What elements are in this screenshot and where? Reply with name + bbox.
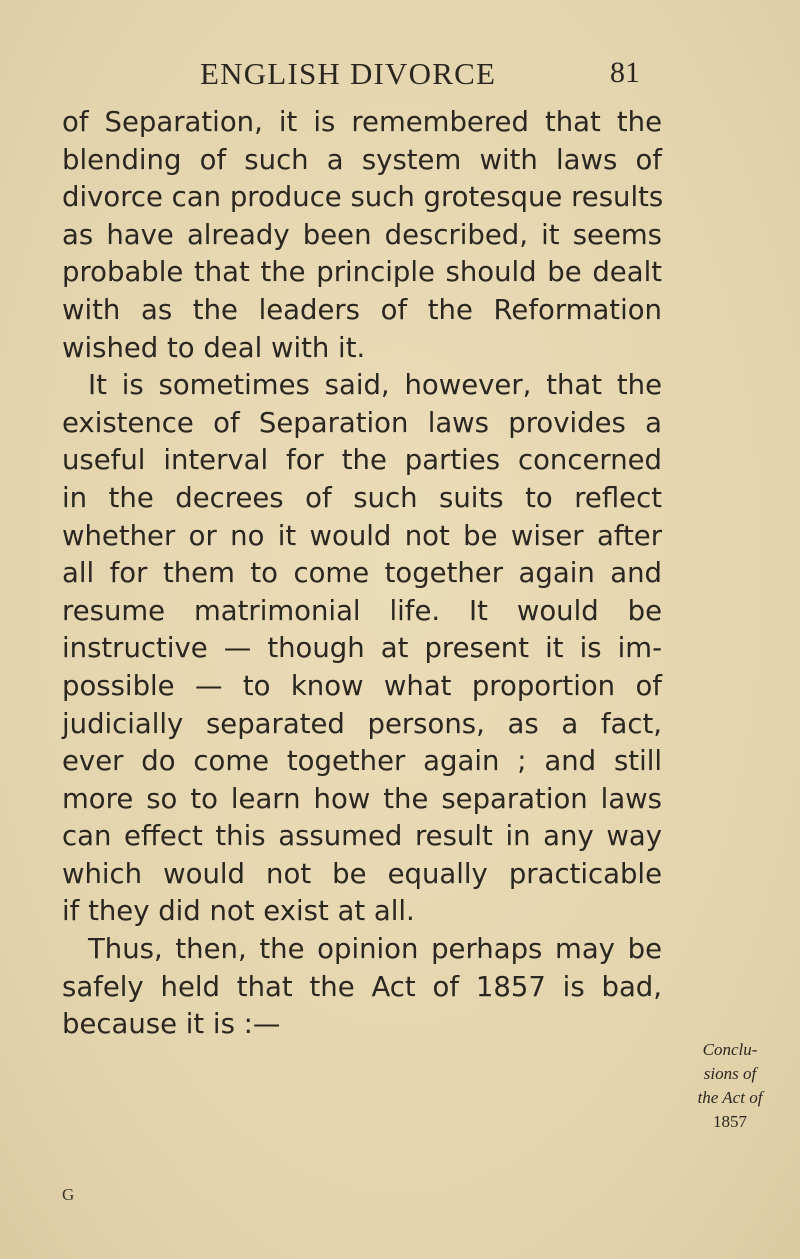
text-line: judicially separated persons, as a fact, <box>62 707 662 740</box>
text-line: can effect this assumed result in any way <box>62 820 662 853</box>
page-number: 81 <box>610 56 640 89</box>
text-line: ever do come together again ; and still <box>62 745 662 778</box>
text-line: possible — to know what proportion of <box>62 669 662 702</box>
text-line: safely held that the Act of 1857 is bad, <box>62 970 662 1003</box>
text-line: which would not be equally practicable <box>62 857 662 890</box>
margin-note <box>665 1038 795 1134</box>
text-line: divorce can produce such grotesque results <box>62 181 664 214</box>
text-line: all for them to come together again and <box>62 557 662 590</box>
text-line: useful interval for the parties concerned <box>62 444 662 477</box>
text-line: probable that the principle should be dealt <box>62 256 662 289</box>
text-line: It is sometimes said, however, that the <box>88 369 662 402</box>
text-line: blending of such a system with laws of <box>62 143 662 176</box>
text-line: resume matrimonial life. It would be <box>62 594 662 627</box>
page-header <box>200 56 640 102</box>
running-title: ENGLISH DIVORCE <box>200 56 497 91</box>
text-line: Thus, then, the opinion perhaps may be <box>88 933 662 966</box>
text-line: whether or no it would not be wiser after <box>62 519 662 552</box>
text-line: instructive — though at present it is im- <box>62 632 662 665</box>
text-line: in the decrees of such suits to reflect <box>62 481 662 514</box>
margin-note-line: Conclu- <box>702 1040 758 1059</box>
margin-note-line: sions of <box>703 1064 757 1083</box>
text-line: as have already been described, it seems <box>62 218 662 251</box>
text-line: existence of Separation laws provides a <box>62 406 662 439</box>
text-line: if they did not exist at all. <box>62 895 415 928</box>
text-line: because it is :— <box>62 1008 281 1041</box>
body-text <box>62 104 662 1044</box>
margin-note-line: 1857 <box>713 1112 747 1131</box>
margin-note-line: the Act of <box>697 1088 763 1107</box>
text-line: of Separation, it is remembered that the <box>62 106 662 138</box>
text-line: more so to learn how the separation laws <box>62 782 662 815</box>
signature-mark: G <box>62 1185 75 1204</box>
text-line: with as the leaders of the Reformation <box>62 293 662 326</box>
text-line: wished to deal with it. <box>62 331 366 364</box>
